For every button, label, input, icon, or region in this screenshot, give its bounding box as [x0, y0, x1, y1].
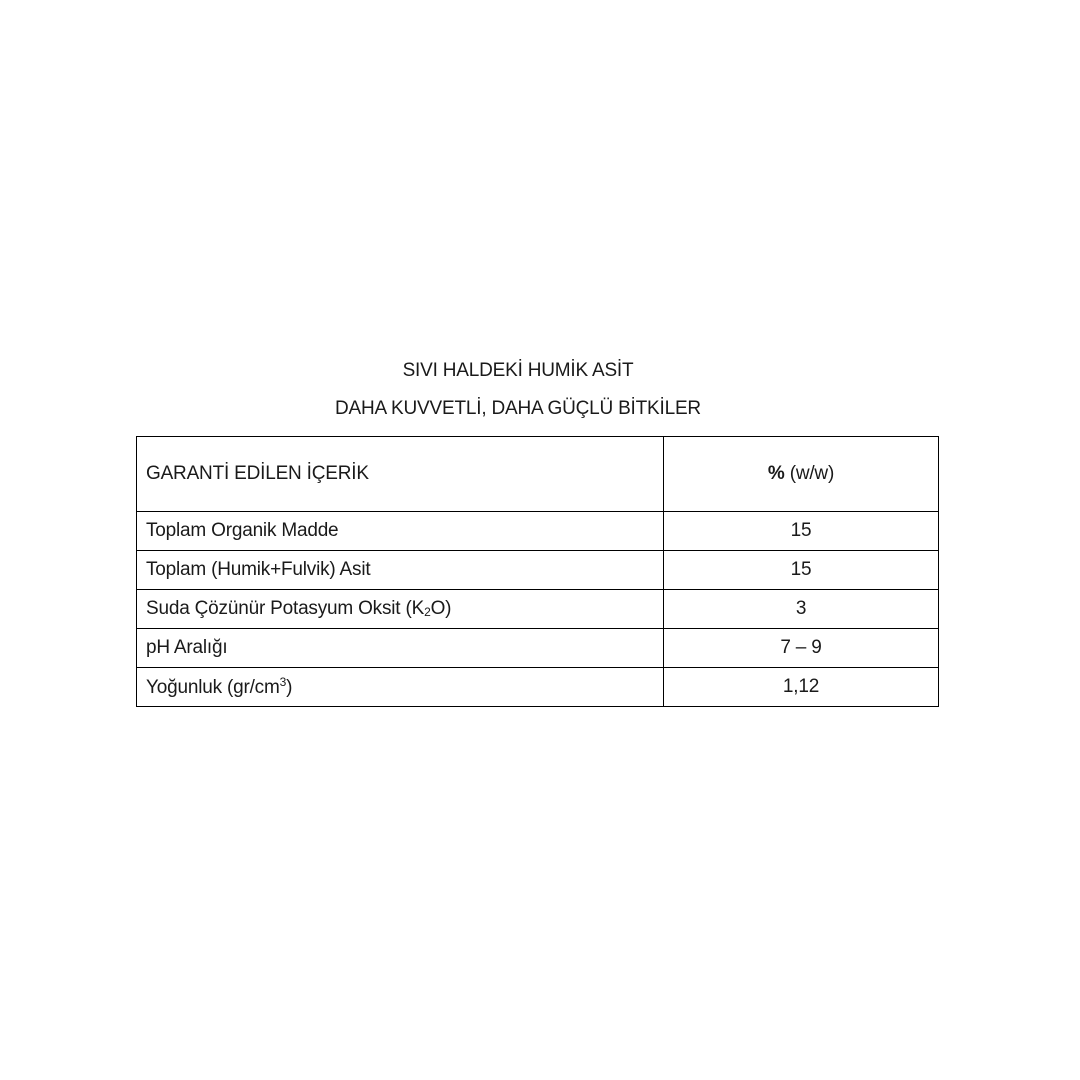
row-label-text-end: ) [286, 677, 293, 698]
row-label: pH Aralığı [137, 629, 664, 668]
table-row [137, 512, 939, 551]
row-label [137, 590, 664, 629]
row-label-text: Yoğunluk (gr/cm [146, 677, 280, 698]
value-column-header [664, 437, 939, 512]
row-value: 3 [664, 590, 939, 629]
row-value: 15 [664, 512, 939, 551]
table-row [137, 590, 939, 629]
row-label-text-end: O) [430, 598, 452, 619]
content-column-header: GARANTİ EDİLEN İÇERİK [137, 437, 664, 512]
row-value: 7 – 9 [664, 629, 939, 668]
row-label [137, 668, 664, 707]
table-row [137, 668, 939, 707]
table-row [137, 551, 939, 590]
row-label: Toplam (Humik+Fulvik) Asit [137, 551, 664, 590]
superscript: 3 [279, 675, 287, 689]
table-header-row [137, 437, 939, 512]
row-label-text: Suda Çözünür Potasyum Oksit (K [146, 598, 425, 619]
table-row [137, 629, 939, 668]
subscript: 2 [424, 605, 431, 619]
percent-symbol: % [767, 463, 785, 484]
content-table [136, 436, 939, 707]
unit-label: (w/w) [789, 463, 835, 484]
document-subtitle: DAHA KUVVETLİ, DAHA GÜÇLÜ BİTKİLER [335, 398, 701, 419]
row-label: Toplam Organik Madde [137, 512, 664, 551]
document-title: SIVI HALDEKİ HUMİK ASİT [402, 360, 634, 381]
row-value: 15 [664, 551, 939, 590]
row-value: 1,12 [664, 668, 939, 707]
